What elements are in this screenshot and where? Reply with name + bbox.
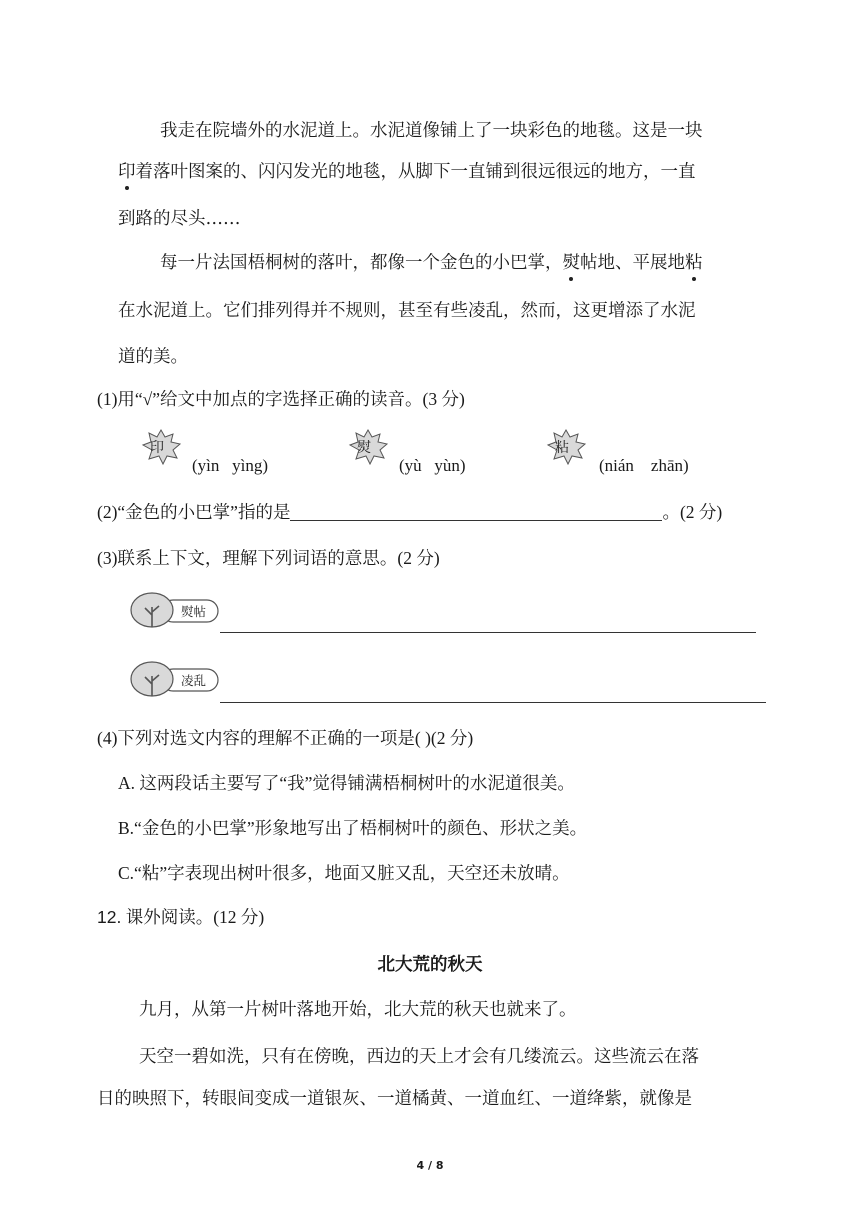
passage-title: 北大荒的秋天	[377, 955, 483, 975]
word-badge	[128, 660, 220, 700]
word-label: 凌乱	[181, 673, 207, 688]
question-2	[97, 499, 722, 524]
question-3: (3)联系上下文，理解下列词语的意思。(2 分)	[97, 548, 440, 568]
dotted-char-zhan: 粘	[685, 249, 703, 274]
passage1-line4-a: 每一片法国梧桐树的落叶，都像一个金色的小巴掌，	[160, 253, 563, 273]
question-2-prefix: (2)“金色的小巴掌”指的是	[97, 502, 291, 522]
word-badge	[128, 591, 220, 631]
dotted-char-yin: 印	[118, 158, 136, 183]
passage1-line4	[160, 249, 703, 274]
leaf-icon	[140, 428, 182, 466]
question-1: (1)用“√”给文中加点的字选择正确的读音。(3 分)	[97, 389, 465, 409]
page-number: 4 / 8	[416, 1159, 444, 1172]
passage1-line4-b: 帖地、平展地	[580, 253, 685, 273]
pinyin-options: (nián zhān)	[599, 456, 689, 475]
answer-line[interactable]	[220, 702, 766, 703]
pinyin-options: (yìn yìng)	[192, 456, 269, 475]
option-b[interactable]: B.“金色的小巴掌”形象地写出了梧桐树叶的颜色、形状之美。	[118, 818, 588, 838]
option-c[interactable]: C.“粘”字表现出树叶很多，地面又脏又乱，天空还未放晴。	[118, 863, 570, 883]
passage1-line5: 在水泥道上。它们排列得并不规则，甚至有些凌乱，然而，这更增添了水泥	[118, 301, 696, 321]
leaf-char: 印	[150, 440, 164, 456]
passage2-line3: 日的映照下，转眼间变成一道银灰、一道橘黄、一道血红、一道绛紫，就像是	[97, 1089, 692, 1109]
leaf-icon	[545, 428, 587, 466]
answer-blank[interactable]	[290, 504, 662, 521]
passage1-line3: 到路的尽头……	[118, 209, 241, 229]
leaf-char: 熨	[357, 440, 371, 456]
question-12-text: 课外阅读。(12 分)	[121, 907, 265, 927]
question-4: (4)下列对选文内容的理解不正确的一项是( )(2 分)	[97, 728, 474, 748]
passage1-line2	[118, 158, 696, 183]
question-number: 12.	[97, 907, 122, 927]
word-label: 熨帖	[181, 604, 207, 619]
question-12	[97, 904, 264, 929]
dotted-char-yun: 熨	[563, 249, 581, 274]
option-a[interactable]: A. 这两段话主要写了“我”觉得铺满梧桐树叶的水泥道很美。	[118, 773, 575, 793]
passage1-line6: 道的美。	[118, 347, 188, 367]
passage1-line2-rest: 着落叶图案的、闪闪发光的地毯，从脚下一直铺到很远很远的地方，一直	[135, 162, 696, 182]
passage2-line2: 天空一碧如洗，只有在傍晚，西边的天上才会有几缕流云。这些流云在落	[139, 1047, 699, 1067]
answer-line[interactable]	[220, 632, 756, 633]
passage1-line1: 我走在院墙外的水泥道上。水泥道像铺上了一块彩色的地毯。这是一块	[160, 121, 703, 141]
passage2-line1: 九月，从第一片树叶落地开始，北大荒的秋天也就来了。	[139, 1000, 577, 1020]
pinyin-options: (yù yùn)	[399, 456, 466, 475]
question-2-suffix: 。(2 分)	[662, 502, 723, 522]
leaf-icon	[347, 428, 389, 466]
leaf-char: 粘	[555, 440, 569, 456]
